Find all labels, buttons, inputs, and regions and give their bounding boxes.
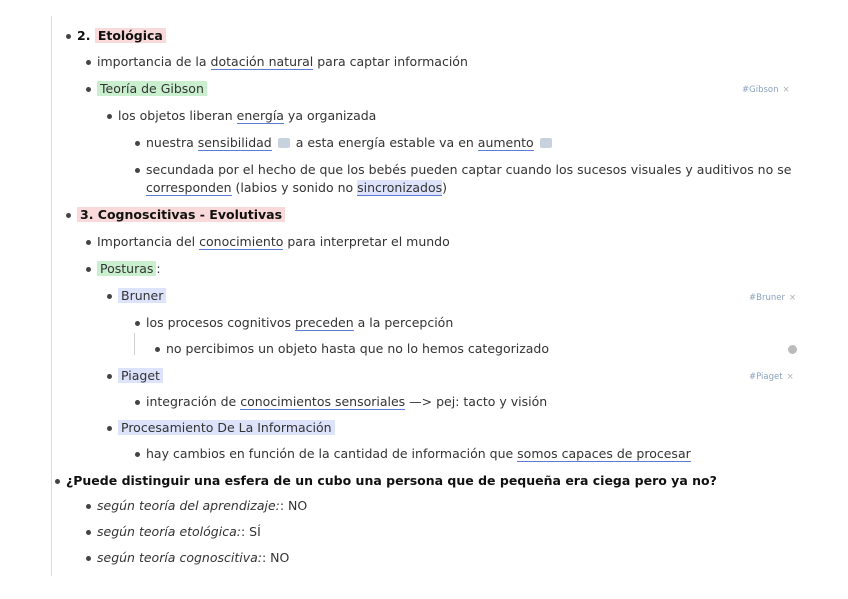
link-corresponden[interactable]: corresponden [146,180,232,195]
text: nuestra [146,135,198,150]
bullet[interactable] [86,240,91,245]
bullet[interactable] [135,141,140,146]
link-somos-capaces[interactable]: somos capaces de procesar [517,446,691,461]
text: a esta energía estable va en [291,135,478,150]
bullet[interactable] [66,213,71,218]
image-icon[interactable] [540,138,552,148]
text: hay cambios en función de la cantidad de información que [146,446,518,461]
text: según teoría cognoscitiva: [97,550,262,565]
text: los objetos liberan [118,108,237,123]
tag-label: #Gibson [742,85,779,95]
node-sensibilidad[interactable] [146,134,554,152]
tag-piaget[interactable] [749,372,794,382]
node-posturas[interactable] [97,260,161,278]
node-aprendizaje[interactable] [97,497,307,515]
text: : NO [279,498,308,513]
link-dotacion-natural[interactable]: dotación natural [210,54,314,69]
bullet[interactable] [86,60,91,65]
bullet[interactable] [86,504,91,509]
node-piaget[interactable] [118,367,163,385]
node-dotacion[interactable] [97,53,468,71]
tag-close-icon[interactable]: × [786,372,794,382]
bullet[interactable] [107,114,112,119]
bullet[interactable] [86,87,91,92]
link-preceden[interactable]: preceden [295,315,354,330]
text: ) [442,180,448,195]
node-bebes-cont [146,179,447,197]
node-sensoriales[interactable] [146,393,547,411]
bullet[interactable] [55,479,60,484]
node-cambios[interactable] [146,445,691,463]
bullet[interactable] [107,294,112,299]
gibson-label: Teoría de Gibson [97,81,207,96]
node-percibimos[interactable] [166,340,549,358]
image-icon[interactable] [278,138,290,148]
text: ¿Puede distinguir una esfera de un cubo una persona que de pequeña era ciega pero ya no? [66,473,717,488]
bullet[interactable] [135,321,140,326]
link-conocimientos-sensoriales[interactable]: conocimientos sensoriales [240,394,406,409]
piaget-label: Piaget [118,368,163,383]
node-gibson[interactable] [97,80,207,98]
bullet[interactable] [135,168,140,173]
text: importancia de la [97,54,211,69]
settings-icon[interactable] [788,345,797,354]
text: : [156,261,161,276]
tag-label: #Bruner [749,293,785,303]
text: a la percepción [353,315,454,330]
bullet[interactable] [66,34,71,39]
text: para interpretar el mundo [283,234,450,249]
link-sensibilidad[interactable]: sensibilidad [197,135,272,150]
node-objetos[interactable] [118,107,376,125]
node-title: 3. Cognoscitivas - Evolutivas [77,207,285,222]
tag-bruner[interactable] [749,293,796,303]
node-procesamiento[interactable] [118,419,335,437]
node-etologica[interactable] [77,27,166,45]
text: —> pej: tacto y visión [405,394,548,409]
text: según teoría etológica: [97,524,241,539]
text: según teoría del aprendizaje: [97,498,280,513]
text: : NO [261,550,290,565]
node-preceden[interactable] [146,314,453,332]
tag-close-icon[interactable]: × [782,85,790,95]
thread-line [134,333,135,355]
node-bebes[interactable] [146,161,791,179]
bruner-label: Bruner [118,288,166,303]
bullet[interactable] [86,267,91,272]
link-sincronizados[interactable]: sincronizados [357,180,443,195]
link-conocimiento[interactable]: conocimiento [199,234,284,249]
bullet[interactable] [107,374,112,379]
node-etologica-ans[interactable] [97,523,261,541]
text: no percibimos un objeto hasta que no lo hemos categorizado [166,341,550,356]
bullet[interactable] [155,347,160,352]
posturas-label: Posturas [97,261,156,276]
text: : SÍ [240,524,261,539]
node-cognoscitivas[interactable] [77,206,285,224]
link-aumento[interactable]: aumento [477,135,534,150]
text: integración de [146,394,241,409]
link-energia[interactable]: energía [236,108,284,123]
node-number: 2. [77,28,95,43]
node-title: Etológica [95,28,166,43]
text: (labios y sonido no [231,180,358,195]
bullet[interactable] [107,426,112,431]
tag-label: #Piaget [749,372,783,382]
procesamiento-label: Procesamiento De La Información [118,420,335,435]
text: ya organizada [283,108,377,123]
tag-close-icon[interactable]: × [788,293,797,303]
node-cognoscitiva-ans[interactable] [97,549,289,567]
bullet[interactable] [86,556,91,561]
node-pregunta[interactable] [66,472,717,490]
outliner [51,16,832,576]
text: los procesos cognitivos [146,315,296,330]
bullet[interactable] [135,400,140,405]
bullet[interactable] [86,530,91,535]
text: Importancia del [97,234,200,249]
tag-gibson[interactable] [742,85,790,95]
text: para captar información [313,54,468,69]
text: secundada por el hecho de que los bebés pueden captar cuando los sucesos visuales y auditivos no se [146,162,792,177]
bullet[interactable] [135,452,140,457]
node-conocimiento[interactable] [97,233,450,251]
node-bruner[interactable] [118,287,166,305]
